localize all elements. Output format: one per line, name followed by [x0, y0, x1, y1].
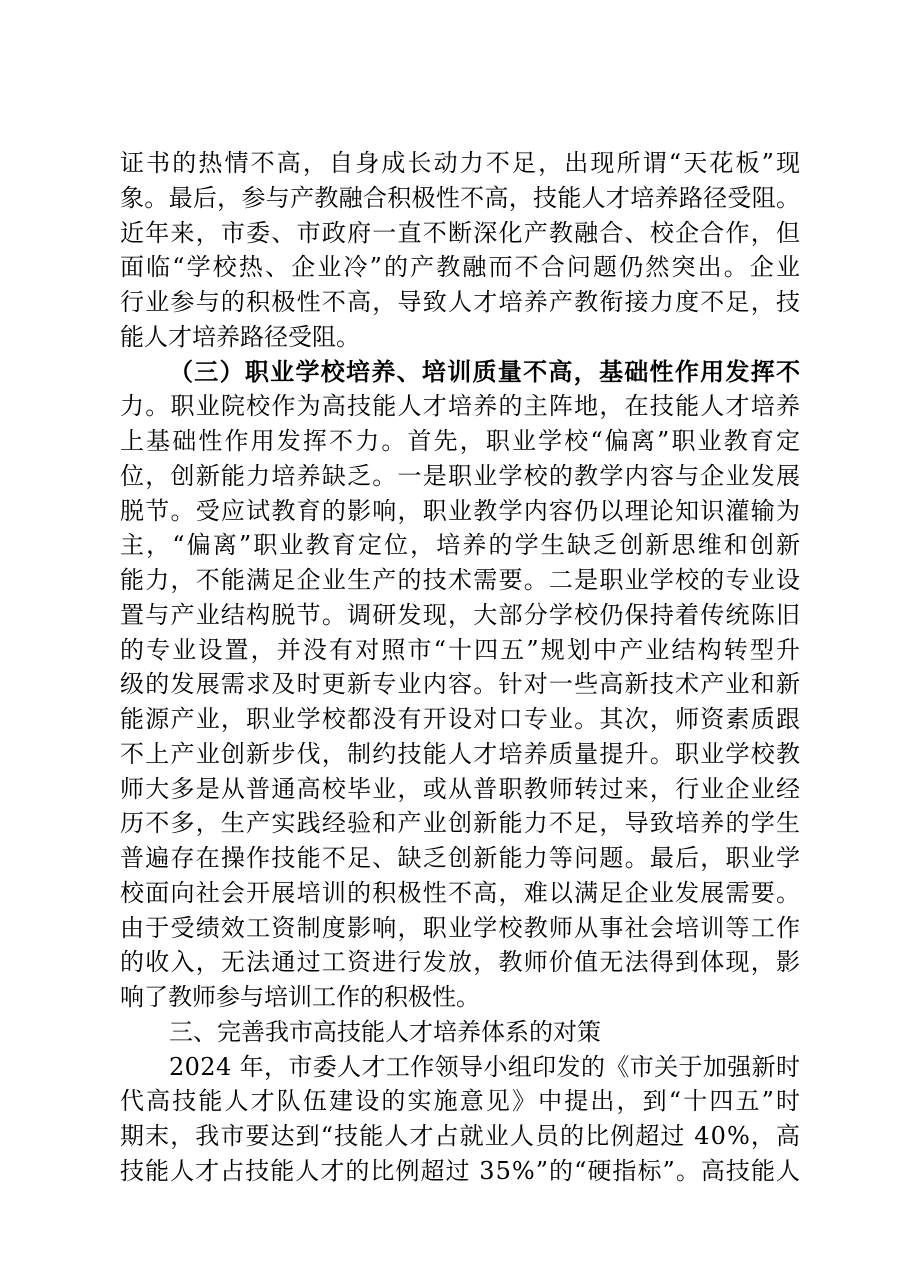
text-line: 主，“偏离”职业教育定位，培养的学生缺乏创新思维和创新 [120, 531, 803, 560]
text-line: 校面向社会开展培训的积极性不高，难以满足企业发展需要。 [120, 878, 802, 907]
text-line: 面临“学校热、企业冷”的产教融而不合问题仍然突出。企业 [120, 253, 803, 282]
text-line: 2024 年，市委人才工作领导小组印发的《市关于加强新时 [169, 1052, 801, 1081]
section-heading-line: （三）职业学校培养、培训质量不高，基础性作用发挥不 [169, 356, 802, 386]
text-line: 能源产业，职业学校都没有开设对口专业。其次，师资素质跟 [120, 705, 802, 733]
text-line: 师大多是从普通高校毕业，或从普职教师转过来，行业企业经 [120, 774, 802, 803]
text-line: 期末，我市要达到“技能人才占就业人员的比例超过 40%，高 [120, 1122, 802, 1150]
text-line: 代高技能人才队伍建设的实施意见》中提出，到“十四五”时 [120, 1087, 803, 1116]
text-line: 不上产业创新步伐，制约技能人才培养质量提升。职业学校教 [120, 739, 802, 768]
text-line: 证书的热情不高，自身成长动力不足，出现所谓“天花板”现 [120, 149, 803, 177]
text-line: 行业参与的积极性不高，导致人才培养产教衔接力度不足，技 [120, 288, 802, 316]
text-line: 置与产业结构脱节。调研发现，大部分学校仍保持着传统陈旧 [120, 600, 802, 629]
text-line: 的专业设置，并没有对照市“十四五”规划中产业结构转型升 [120, 635, 803, 664]
text-line: 三、完善我市高技能人才培养体系的对策 [169, 1017, 601, 1046]
text-line: 力。职业院校作为高技能人才培养的主阵地，在技能人才培养 [120, 392, 802, 421]
text-line: 能人才培养路径受阻。 [120, 322, 360, 351]
text-line: 技能人才占技能人才的比例超过 35%”的“硬指标”。高技能人 [120, 1156, 802, 1185]
text-line: 脱节。受应试教育的影响，职业教学内容仍以理论知识灌输为 [120, 496, 802, 525]
text-line: 响了教师参与培训工作的积极性。 [120, 983, 480, 1011]
text-line: 位，创新能力培养缺乏。一是职业学校的教学内容与企业发展 [120, 461, 802, 490]
text-line: 历不多，生产实践经验和产业创新能力不足，导致培养的学生 [120, 809, 802, 838]
text-line: 普遍存在操作技能不足、缺乏创新能力等问题。最后，职业学 [120, 844, 802, 872]
text-line: 能力，不能满足企业生产的技术需要。二是职业学校的专业设 [120, 566, 802, 594]
document-page [120, 146, 803, 1189]
text-line: 象。最后，参与产教融合积极性不高，技能人才培养路径受阻。 [120, 183, 801, 212]
text-line: 的收入，无法通过工资进行发放，教师价值无法得到体现，影 [120, 948, 802, 977]
text-line: 级的发展需求及时更新专业内容。针对一些高新技术产业和新 [120, 670, 802, 699]
text-line: 由于受绩效工资制度影响，职业学校教师从事社会培训等工作 [120, 913, 802, 942]
text-line: 上基础性作用发挥不力。首先，职业学校“偏离”职业教育定 [120, 427, 803, 455]
text-line: 近年来，市委、市政府一直不断深化产教融合、校企合作，但 [120, 218, 802, 247]
